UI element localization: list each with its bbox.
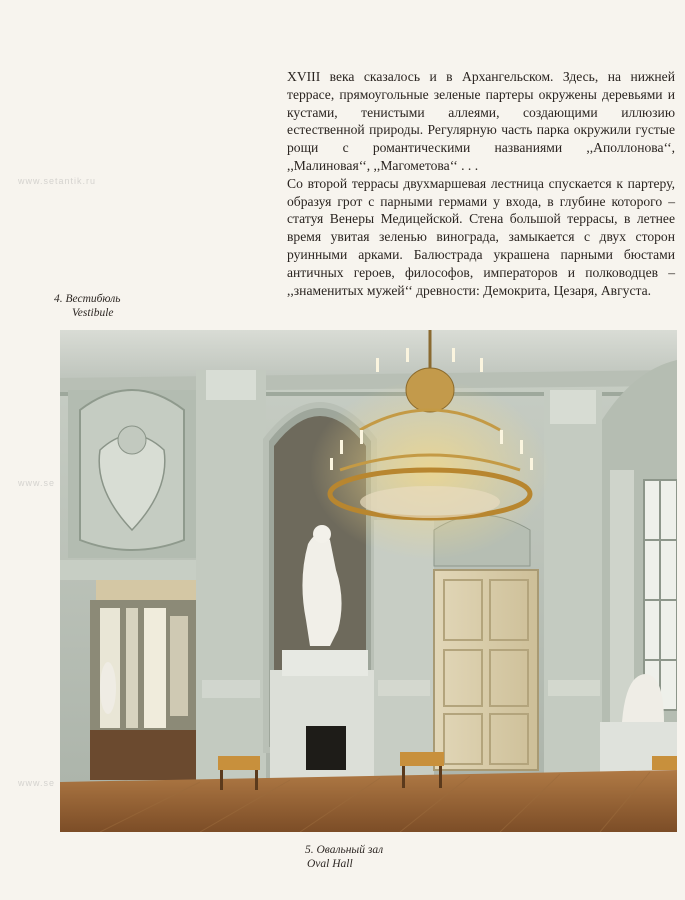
paragraph: XVIII века сказалось и в Архангельском. Здесь, на нижней террасе, прямоугольные зеленые партеры окружены деревьями и кустами, тенистыми аллеями, создающими иллюзию естественной природы. Регулярную часть парка окружили густые рощи с романтическими названиями ,,Аполлонова‘‘, ,,Малиновая‘‘, ,,Магометова‘‘ . . . [287,69,675,173]
caption-english: Vestibule [72,307,114,319]
photo-illustration [60,330,677,832]
caption-russian: 5. Овальный зал [305,844,384,856]
paragraph: Со второй террасы двухмаршевая лестница спускается к партеру, образуя грот с парными гермами у входа, в глубине которого – статуя Венеры Медицейской. Стена большой террасы, в летнее время увитая зеленью винограда, замыкается с двух сторон руинными арками. Балюстрада украшена парными бюстами античных героев, философов, императоров и полководцев – ,,знаменитых мужей‘‘ древности: Демокрита, Цезаря, Августа. [287,175,675,298]
body-text [287,68,675,299]
oval-hall-photo [60,330,677,832]
watermark-text: www.setantik.ru [18,176,97,186]
figure-caption-4 [54,292,121,320]
caption-russian: 4. Вестибюль [54,293,121,305]
watermark-text: www.se [18,778,56,788]
caption-english: Oval Hall [307,858,353,870]
watermark-text: www.se [18,478,56,488]
figure-caption-5 [305,843,383,871]
